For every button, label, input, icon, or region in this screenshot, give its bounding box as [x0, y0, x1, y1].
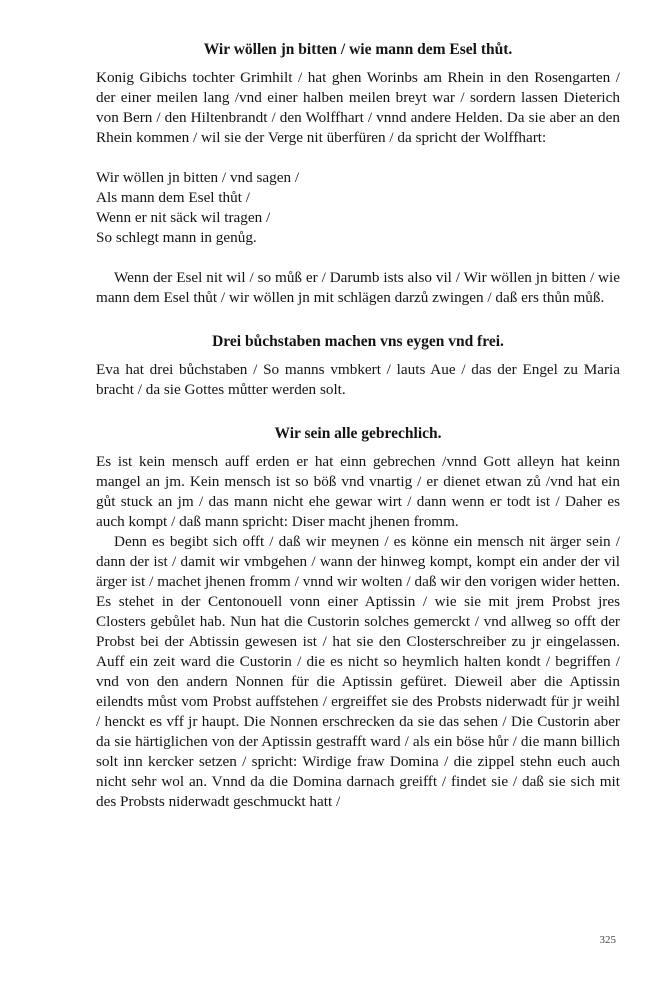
- page-content: [96, 40, 620, 812]
- verse-line: Wir wöllen jn bitten / vnd sagen /: [96, 169, 300, 186]
- verse-line: Als mann dem Esel thůt /: [96, 189, 250, 206]
- paragraph-aptissin: Denn es begibt sich offt / daß wir meynen / es könne ein mensch nit ärger sein / dann der ist / damit wir vmbgehen / wann der hinweg kompt, kompt ein ander der vil ärger ist / machet jhenen fromm / vnnd wir wolten / daß wir den vorigen wider hetten. Es stehet in der Centonouell vonn einer Aptissin / wie sie mit jrem Probst jres Closters gebůlet hab. Nun hat die Custorin solches gemerckt / vnd allweg so offt der Probst bei der Abtissin gewesen ist / hat sie den Closterschreiber zu jr eingelassen. Auff ein zeit ward die Custorin / die es nicht so heymlich halten kondt / begriffen / vnd von den andern Nonnen für die Aptissin gefüret. Dieweil aber die Aptissin eilendts můst vom Probst auffstehen / ergreiffet sie des Probsts niderwadt für jr weihl / henckt es vff jr haupt. Die Nonnen erschrecken da sie das sehen / Die Custorin aber da sie härtiglichen von der Aptissin gestrafft ward / als ein böse hůr / die mann billich solt inn kercker setzen / spricht: Wirdige fraw Domina / die zippel stehn euch auch nicht sehr wol an. Vnnd da die Domina darnach greifft / findet sie / daß sie sich mit des Probsts niderwadt geschmuckt hatt /: [96, 533, 620, 810]
- verse-line: Wenn er nit säck wil tragen /: [96, 209, 271, 226]
- page-number: 325: [599, 934, 616, 946]
- verse-line: So schlegt mann in genůg.: [96, 229, 257, 246]
- verse-block: [96, 168, 620, 248]
- paragraph-gebrechen: Es ist kein mensch auff erden er hat einn gebrechen /vnnd Gott alleyn hat keinn mangel an jm. Kein mensch ist so böß vnd vnartig / er dienet etwan zů /vnd hat ein gůt stuck an jm / das mann nicht ehe gewar wirt / dann wenn er todt ist / Daher es auch kompt / daß mann spricht: Diser macht jhenen fromm.: [96, 453, 620, 530]
- section-heading-gebrechlich: Wir sein alle gebrechlich.: [274, 425, 442, 442]
- paragraph-esel-closing: Wenn der Esel nit wil / so můß er / Darumb ists also vil / Wir wöllen jn bitten / wie mann dem Esel thůt / wir wöllen jn mit schlägen darzů zwingen / daß ers thůn můß.: [96, 269, 620, 306]
- paragraph-eva: Eva hat drei bůchstaben / So manns vmbkert / lauts Aue / das der Engel zu Maria bracht / da sie Gottes můtter werden solt.: [96, 361, 620, 398]
- section-heading-buchstaben: Drei bůchstaben machen vns eygen vnd frei.: [212, 333, 504, 350]
- section-heading-esel: Wir wöllen jn bitten / wie mann dem Esel thůt.: [203, 41, 513, 58]
- paragraph-grimhilt: Konig Gibichs tochter Grimhilt / hat ghen Worinbs am Rhein in den Rosengarten / der einer meilen lang /vnd einer halben meilen breyt war / sordern lassen Dieterich von Bern / den Hiltenbrandt / den Wolffhart / vnnd andere Helden. Da sie aber an den Rhein kommen / wil sie der Verge nit überfüren / da spricht der Wolffhart:: [96, 69, 620, 146]
